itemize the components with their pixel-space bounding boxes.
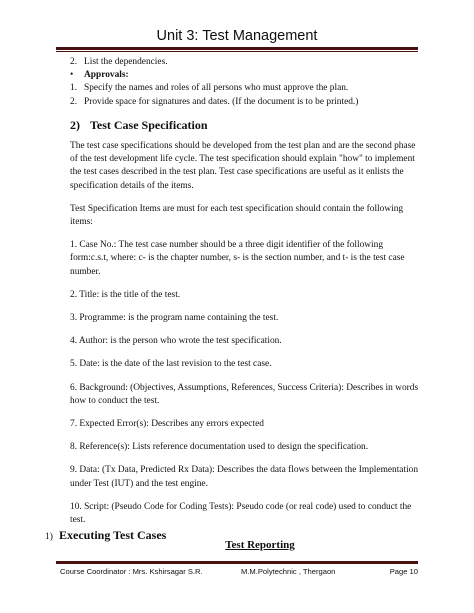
list-marker: 2. xyxy=(70,96,78,107)
footer-institution: M.M.Polytechnic , Thergaon xyxy=(241,567,336,576)
header-rule xyxy=(56,47,418,50)
page-header-title: Unit 3: Test Management xyxy=(156,28,318,44)
header-rule-thin xyxy=(56,51,418,52)
list-item xyxy=(70,82,420,95)
list-text: Provide space for signatures and dates. (If the document is to be printed.) xyxy=(84,96,359,107)
spec-item: 6. Background: (Objectives, Assumptions, References, Success Criteria): Describes in words how to conduct the test. xyxy=(70,382,419,406)
executing-heading xyxy=(45,528,166,543)
page-content xyxy=(70,56,420,552)
spec-item: 10. Script: (Pseudo Code for Coding Tests): Pseudo code (or real code) used to conduct the test. xyxy=(70,501,412,526)
list-text: Specify the names and roles of all persons who must approve the plan. xyxy=(84,83,349,94)
report-heading: Test Reporting xyxy=(225,539,295,552)
spec-item: 7. Expected Error(s): Describes any errors expected xyxy=(70,419,264,430)
list-item xyxy=(70,96,420,109)
list-item xyxy=(70,69,420,82)
section-number: 2) xyxy=(70,117,80,132)
executing-title: Executing Test Cases xyxy=(59,528,167,542)
bullet-marker: • xyxy=(70,70,74,81)
executing-number: 1) xyxy=(45,532,53,542)
spec-item: 2. Title: is the title of the test. xyxy=(70,289,181,300)
paragraph: Test Specification Items are must for each test specification should contain the following items: xyxy=(70,203,404,228)
spec-item: 9. Data: (Tx Data, Predicted Rx Data): Describes the data flows between the Implementation under Test (IUT) and the test engine. xyxy=(70,465,419,489)
footer-rule xyxy=(56,561,418,564)
paragraph: The test case specifications should be developed from the test plan and are the second phase of the test development life cycle. The test specification should explain "how" to implement the test cases described in the test plan. Test case specifications are useful as it enlists the specification details of the items. xyxy=(70,141,416,191)
footer-coordinator: Course Coordinator : Mrs. Kshirsagar S.R. xyxy=(60,567,203,576)
list-text: List the dependencies. xyxy=(84,57,168,67)
list-item xyxy=(70,56,420,69)
spec-item: 3. Programme: is the program name containing the test. xyxy=(70,313,279,324)
list-marker: 1. xyxy=(70,83,78,94)
section-heading xyxy=(70,119,420,132)
footer-page-number: Page 10 xyxy=(389,567,418,576)
section-title: Test Case Specification xyxy=(90,117,208,132)
list-marker: 2. xyxy=(70,57,78,67)
spec-item: 8. Reference(s): Lists reference documentation used to design the specification. xyxy=(70,442,369,453)
approvals-label: Approvals: xyxy=(84,70,129,81)
spec-item: 5. Date: is the date of the last revision to the test case. xyxy=(70,359,272,370)
spec-item: 4. Author: is the person who wrote the test specification. xyxy=(70,336,282,347)
spec-item: 1. Case No.: The test case number should be a three digit identifier of the following form:c.s.t, where: c- is the chapter number, s- is the section number, and t- is the test case number. xyxy=(70,240,405,277)
